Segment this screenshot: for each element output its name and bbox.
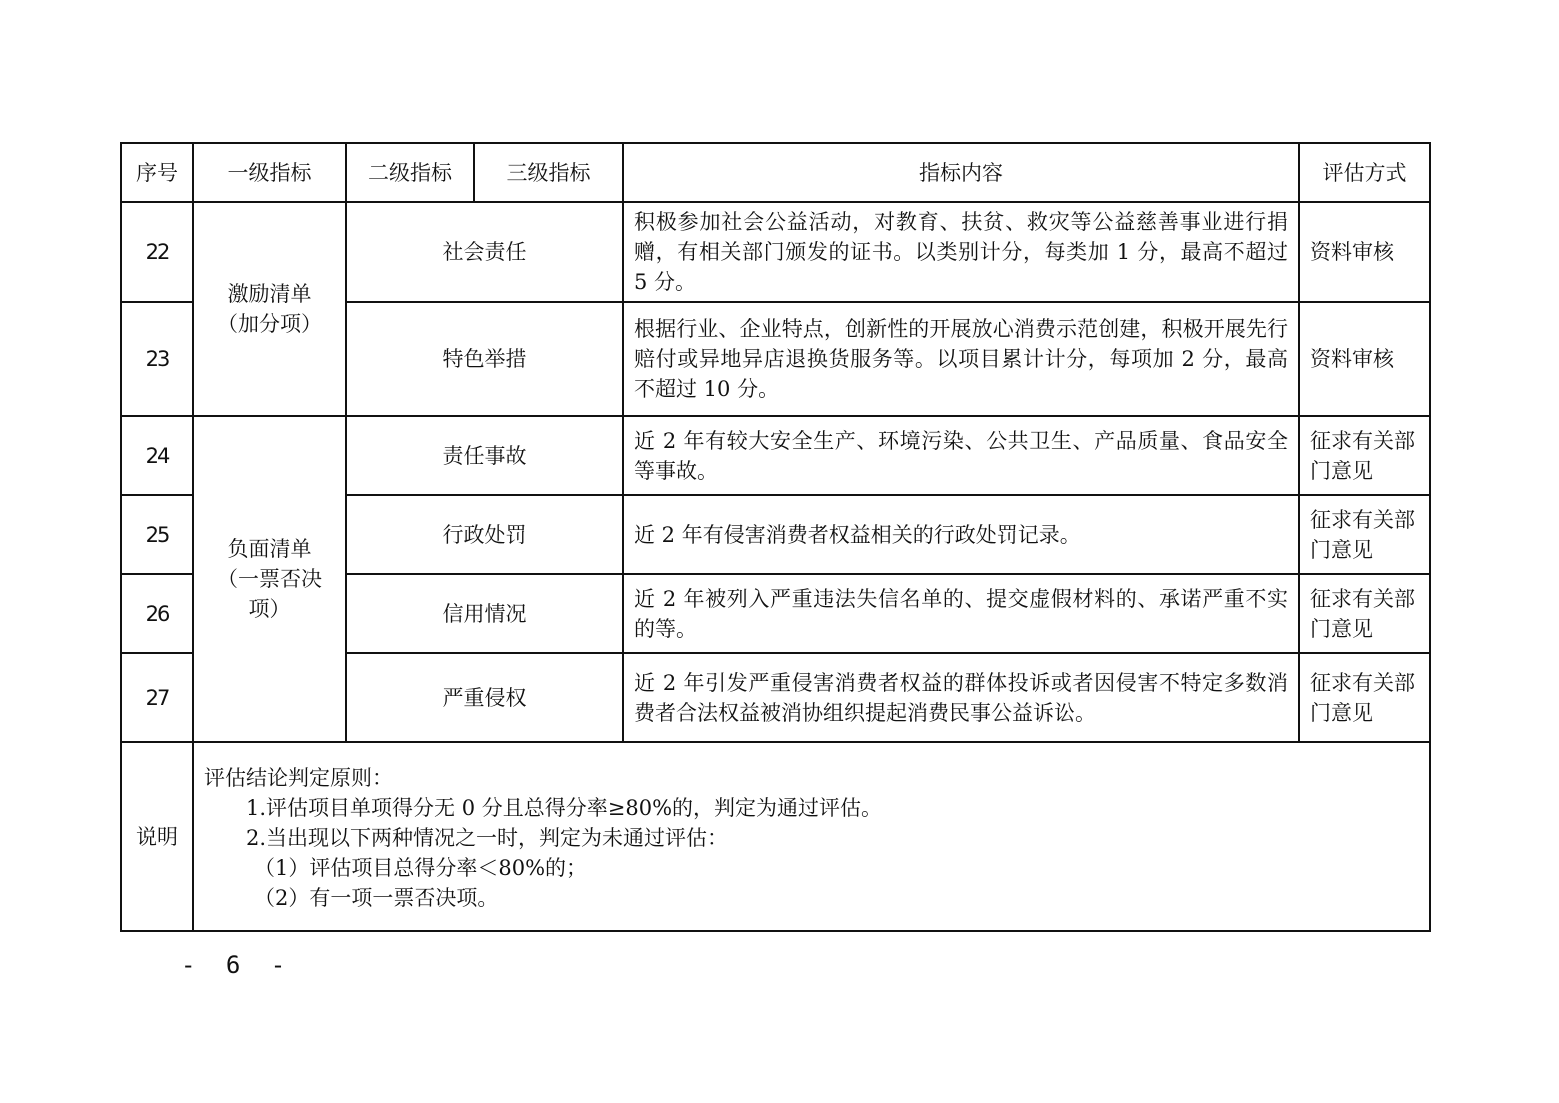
note-line: 1.评估项目单项得分无 0 分且总得分率≥80%的，判定为通过评估。 — [246, 796, 883, 820]
page-number: - 6 - — [181, 951, 294, 979]
row-method: 征求有关部门意见 — [1299, 653, 1430, 742]
row-method: 征求有关部门意见 — [1299, 574, 1430, 653]
row-indicator: 严重侵权 — [346, 653, 623, 742]
row-seq: 26 — [121, 574, 193, 653]
header-level3: 三级指标 — [474, 143, 623, 202]
header-level2: 二级指标 — [346, 143, 474, 202]
row-indicator: 信用情况 — [346, 574, 623, 653]
group-label-line: 项） — [248, 597, 291, 621]
note-row — [121, 742, 1430, 931]
header-method: 评估方式 — [1299, 143, 1430, 202]
row-seq: 23 — [121, 302, 193, 416]
note-content — [193, 742, 1430, 931]
row-method: 征求有关部门意见 — [1299, 495, 1430, 574]
header-seq: 序号 — [121, 143, 193, 202]
group-label-line: （加分项） — [217, 312, 322, 336]
row-indicator: 社会责任 — [346, 202, 623, 302]
row-content: 近 2 年被列入严重违法失信名单的、提交虚假材料的、承诺严重不实的等。 — [623, 574, 1299, 653]
row-indicator: 行政处罚 — [346, 495, 623, 574]
row-seq: 22 — [121, 202, 193, 302]
row-content: 近 2 年有较大安全生产、环境污染、公共卫生、产品质量、食品安全等事故。 — [623, 416, 1299, 495]
header-level1: 一级指标 — [193, 143, 346, 202]
note-label: 说明 — [121, 742, 193, 931]
group-label-line: 负面清单 — [227, 537, 312, 561]
group-incentive-list — [193, 202, 346, 416]
group-label-line: （一票否决 — [217, 567, 322, 591]
row-indicator: 责任事故 — [346, 416, 623, 495]
note-line: （2）有一项一票否决项。 — [254, 886, 499, 910]
row-seq: 27 — [121, 653, 193, 742]
row-seq: 25 — [121, 495, 193, 574]
group-negative-list — [193, 416, 346, 742]
header-content: 指标内容 — [623, 143, 1299, 202]
note-line: 2.当出现以下两种情况之一时，判定为未通过评估： — [246, 826, 729, 850]
row-content: 积极参加社会公益活动，对教育、扶贫、救灾等公益慈善事业进行捐赠，有相关部门颁发的证书。以类别计分，每类加 1 分，最高不超过 5 分。 — [623, 202, 1299, 302]
row-seq: 24 — [121, 416, 193, 495]
note-line: （1）评估项目总得分率＜80%的； — [254, 856, 588, 880]
row-method: 征求有关部门意见 — [1299, 416, 1430, 495]
table-row — [121, 202, 1430, 302]
note-title: 评估结论判定原则： — [204, 766, 393, 790]
row-method: 资料审核 — [1299, 202, 1430, 302]
row-content: 近 2 年有侵害消费者权益相关的行政处罚记录。 — [623, 495, 1299, 574]
row-content: 根据行业、企业特点，创新性的开展放心消费示范创建，积极开展先行赔付或异地异店退换货服务等。以项目累计计分，每项加 2 分，最高不超过 10 分。 — [623, 302, 1299, 416]
row-content: 近 2 年引发严重侵害消费者权益的群体投诉或者因侵害不特定多数消费者合法权益被消协组织提起消费民事公益诉讼。 — [623, 653, 1299, 742]
group-label-line: 激励清单 — [227, 282, 312, 306]
row-method: 资料审核 — [1299, 302, 1430, 416]
table-header-row — [121, 143, 1430, 202]
evaluation-table — [120, 142, 1431, 932]
table-row — [121, 416, 1430, 495]
row-indicator: 特色举措 — [346, 302, 623, 416]
